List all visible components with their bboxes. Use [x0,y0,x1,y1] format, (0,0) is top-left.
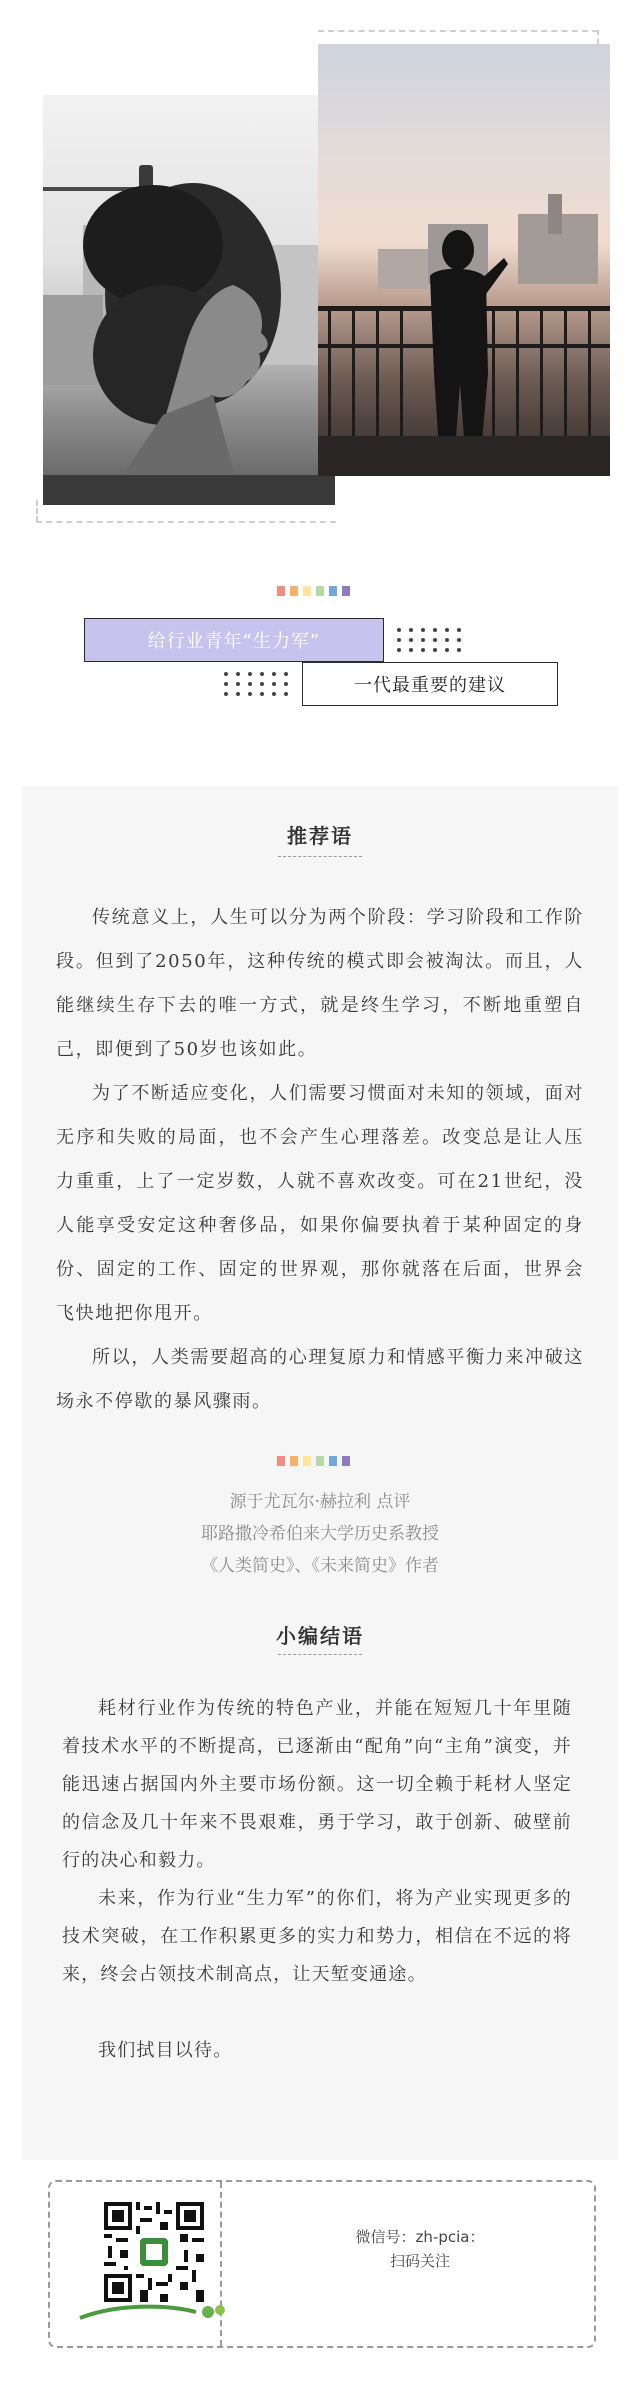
heading-underline [278,856,362,857]
dot-grid-decoration [224,672,288,696]
recommendation-heading: 推荐语 [287,824,353,848]
editor-heading: 小编结语 [276,1624,364,1648]
editor-paragraph: 未来，作为行业“生力军”的你们，将为产业实现更多的技术突破，在工作积累更多的实力和势力，相信在不远的将来，终会占领技术制高点，让天堑变通途。 [62,1888,572,1985]
brand-logo-swoosh [76,2298,236,2322]
editor-paragraph: 我们拭目以待。 [98,2040,233,2061]
scan-follow-label: 扫码关注 [389,2252,450,2270]
photo-woman-profile-art [43,95,335,505]
source-author-title: 耶路撒冷希伯来大学历史系教授 [201,1524,439,1544]
hero-photos [0,0,640,540]
photo-city-silhouette [318,44,610,476]
qr-code[interactable] [104,2202,204,2302]
editor-paragraph: 耗材行业作为传统的特色产业，并能在短短几十年里随着技术水平的不断提高，已逐渐由“配角”向“主角”演变，并能迅速占据国内外主要市场份额。这一切全赖于耗材人坚定的信念及几十年来不畏艰难，勇于学习，敢于创新、破壁前行的决心和毅力。 [62,1698,572,1871]
photo-woman-profile [43,95,335,505]
heading-underline [278,1654,362,1655]
recommendation-paragraph: 所以，人类需要超高的心理复原力和情感平衡力来冲破这场永不停歇的暴风骤雨。 [56,1347,584,1412]
source-author-works: 《人类简史》、《未来简史》作者 [201,1556,439,1576]
dot-grid-decoration [397,628,461,652]
qr-code-pattern [104,2202,204,2302]
color-stripe-divider [277,586,350,596]
decorative-dashed-line [36,500,38,522]
recommendation-paragraph: 传统意义上，人生可以分为两个阶段：学习阶段和工作阶段。但到了2050年，这种传统的模式即会被淘汰。而且，人能继续生存下去的唯一方式，就是终生学习，不断地重塑自己，即便到了50岁也该如此。 [56,907,584,1060]
decorative-dashed-line [36,521,336,523]
decorative-dashed-line [318,30,598,32]
recommendation-paragraph: 为了不断适应变化，人们需要习惯面对未知的领域，面对无序和失败的局面，也不会产生心理落差。改变总是让人压力重重，上了一定岁数，人就不喜欢改变。可在21世纪，没人能享受安定这种奢侈品，如果你偏要执着于某种固定的身份、固定的工作、固定的世界观，那你就落在后面，世界会飞快地把你甩开。 [56,1083,584,1324]
source-attribution: 源于尤瓦尔·赫拉利 点评 [229,1492,411,1512]
wechat-id: 微信号：zh-pcia： [355,2228,485,2246]
title-line-1: 给行业青年“生力军” [84,618,384,662]
color-stripe-divider [277,1456,350,1466]
title-line-2: 一代最重要的建议 [302,662,558,706]
photo-city-silhouette-art [318,44,610,476]
decorative-dashed-line [597,30,599,44]
